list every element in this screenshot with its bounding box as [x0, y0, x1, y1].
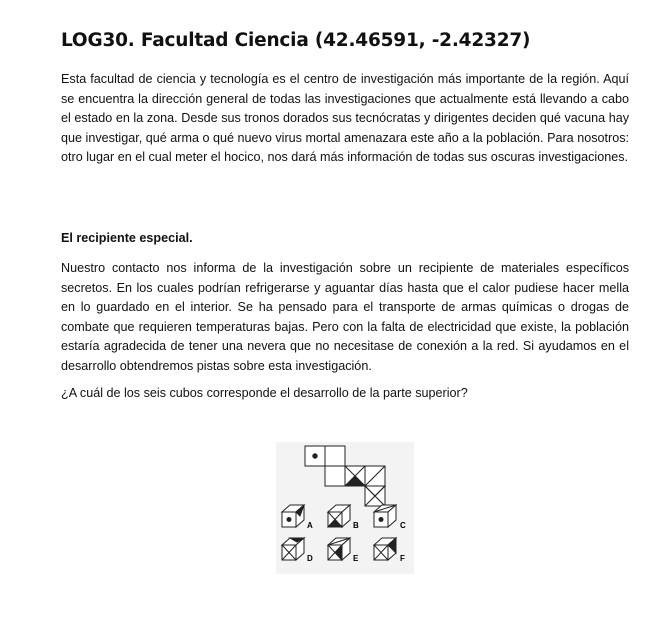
- document-page: [61, 30, 629, 400]
- option-label-c: C: [400, 521, 406, 530]
- option-label-f: F: [400, 554, 405, 563]
- option-label-d: D: [307, 554, 313, 563]
- section-paragraph: Nuestro contacto nos informa de la investigación sobre un recipiente de materiales específicos secretos. En los cuales podrían refrigerarse y aguantar días hasta que el calor pudiese hacer mella en lo guardado en el interior. Se ha pensado para el transporte de armas químicas o drogas de combate que requieren temperaturas bajas. Pero con la falta de electricidad que existe, la población estaría agradecida de tener una nevera que no necesitase de conexión a la red. Si ayudamos en el desarrollo obtendremos pistas sobre esta investigación.: [61, 261, 629, 373]
- option-label-a: A: [307, 521, 313, 530]
- section-heading: El recipiente especial.: [61, 231, 193, 245]
- cube-puzzle-figure: [276, 442, 414, 574]
- option-label-b: B: [353, 521, 359, 530]
- intro-paragraph: Esta facultad de ciencia y tecnología es el centro de investigación más importante de la región. Aquí se encuentra la dirección general de todas las investigaciones que actualmente está llevando a cabo el estado en la zona. Desde sus tronos dorados sus tecnócratas y dirigentes deciden qué vacuna hay que investigar, qué arma o qué nuevo virus mortal amenazara este año a la población. Para nosotros: otro lugar en el cual meter el hocico, nos dará más información de todas sus oscuras investigaciones.: [61, 72, 629, 165]
- question-text: ¿A cuál de los seis cubos corresponde el desarrollo de la parte superior?: [61, 386, 468, 400]
- option-label-e: E: [353, 554, 359, 563]
- page-title: LOG30. Facultad Ciencia (42.46591, -2.42327): [61, 30, 531, 51]
